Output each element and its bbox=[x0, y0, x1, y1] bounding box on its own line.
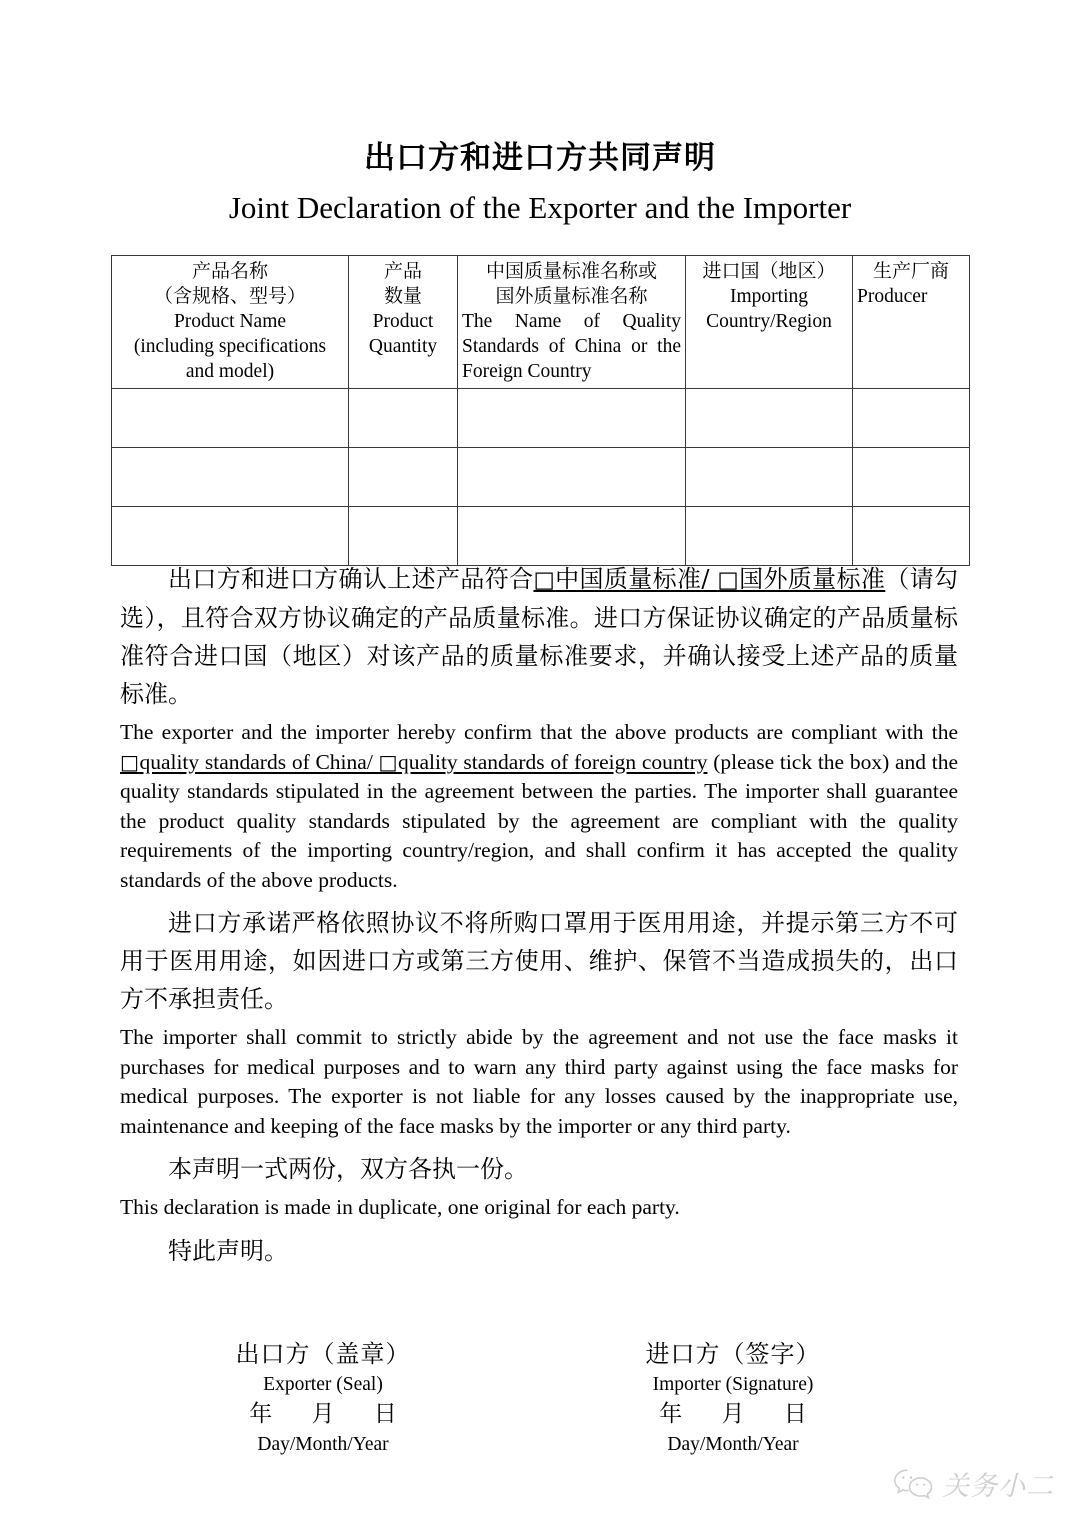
header-en-line: Product bbox=[372, 311, 434, 332]
header-cn-line: 生产厂商 bbox=[872, 260, 949, 282]
watermark bbox=[893, 1468, 1054, 1506]
p1-en-option-foreign: quality standards of foreign country bbox=[397, 749, 708, 774]
cell-product-name[interactable] bbox=[112, 389, 349, 448]
table-row[interactable] bbox=[112, 448, 970, 507]
header-cn-line: （含规格、型号） bbox=[153, 285, 306, 307]
cell-importing-country[interactable] bbox=[686, 507, 853, 566]
signature-block bbox=[0, 1338, 1080, 1478]
p1-cn-underlined-options bbox=[533, 565, 885, 593]
header-cell-product-name bbox=[112, 256, 349, 389]
header-cn-line: 产品名称 bbox=[191, 260, 268, 282]
p1-cn-option-foreign: 国外质量标准 bbox=[739, 565, 886, 593]
exporter-label-chinese: 出口方（盖章） bbox=[235, 1340, 411, 1368]
p1-en-option-china: quality standards of China/ bbox=[139, 749, 379, 774]
page-title-english: Joint Declaration of the Exporter and the Importer bbox=[228, 190, 852, 225]
cell-producer[interactable] bbox=[853, 389, 970, 448]
importer-label-english: Importer (Signature) bbox=[652, 1374, 814, 1395]
header-en-line: Importing bbox=[730, 286, 808, 307]
header-en-line: Country/Region bbox=[706, 311, 832, 332]
header-cell-product-quantity bbox=[349, 256, 458, 389]
header-cn-line: 进口国（地区） bbox=[702, 260, 836, 282]
header-cell-importing-country bbox=[686, 256, 853, 389]
table-row[interactable] bbox=[112, 507, 970, 566]
cell-producer[interactable] bbox=[853, 507, 970, 566]
cell-product-quantity[interactable] bbox=[349, 389, 458, 448]
p1-cn-lead: 出口方和进口方确认上述产品符合 bbox=[168, 565, 534, 593]
checkbox-foreign-standard-en[interactable]: □ bbox=[378, 749, 398, 774]
p1-cn-rest: （请勾选），且符合双方协议确定的产品质量标准。进口方保证协议确定的产品质量标准符合进口国（地区）对该产品的质量标准要求，并确认接受上述产品的质量标准。 bbox=[120, 565, 958, 708]
product-table-wrapper bbox=[111, 255, 969, 566]
spacer bbox=[120, 1141, 958, 1150]
paragraph-2-english: The importer shall commit to strictly abide by the agreement and not use the face masks it purchases for medical purposes and to warn any third party against using the face masks for medical purposes. The exporter is not liable for any losses caused by the inappropriate use, maintenance and keeping of the face masks by the importer or any third party. bbox=[120, 1025, 958, 1138]
p1-en-lead: The exporter and the importer hereby confirm that the above products are compliant with the bbox=[120, 720, 958, 744]
table-header-row bbox=[112, 256, 970, 389]
header-cn-line: 中国质量标准名称或 bbox=[485, 260, 657, 282]
cell-product-name[interactable] bbox=[112, 507, 349, 566]
paragraph-3-english: This declaration is made in duplicate, one original for each party. bbox=[120, 1195, 680, 1219]
header-cn-line: 数量 bbox=[383, 285, 422, 307]
importer-date-english: Day/Month/Year bbox=[667, 1434, 799, 1455]
cell-product-quantity[interactable] bbox=[349, 507, 458, 566]
p1-cn-option-china: 中国质量标准/ bbox=[555, 565, 718, 593]
cell-quality-standard-name[interactable] bbox=[458, 448, 686, 507]
table-row[interactable] bbox=[112, 389, 970, 448]
header-en-line: (including specifications bbox=[133, 336, 327, 357]
spacer bbox=[120, 895, 958, 904]
p1-en-underlined-options bbox=[120, 750, 708, 774]
paragraph-3-chinese: 本声明一式两份，双方各执一份。 bbox=[168, 1155, 528, 1183]
cell-importing-country[interactable] bbox=[686, 389, 853, 448]
importer-date-chinese[interactable]: 年 月 日 bbox=[659, 1401, 823, 1427]
checkbox-foreign-standard-cn[interactable]: □ bbox=[717, 567, 740, 593]
cell-product-quantity[interactable] bbox=[349, 448, 458, 507]
wechat-icon bbox=[893, 1468, 933, 1506]
page-title-chinese: 出口方和进口方共同声明 bbox=[364, 140, 716, 176]
exporter-date-english: Day/Month/Year bbox=[257, 1434, 389, 1455]
header-cell-quality-standard-name bbox=[458, 256, 686, 389]
header-en-line: The Name of Quality Standards of China or the Foreign Country bbox=[462, 311, 681, 382]
paragraph-4-chinese: 特此声明。 bbox=[168, 1236, 288, 1265]
cell-quality-standard-name[interactable] bbox=[458, 389, 686, 448]
checkbox-china-standard-cn[interactable]: □ bbox=[533, 567, 556, 593]
header-cn-line: 国外质量标准名称 bbox=[495, 285, 648, 307]
header-en-line: Producer bbox=[857, 286, 928, 307]
header-en-line: Product Name bbox=[173, 311, 287, 332]
cell-quality-standard-name[interactable] bbox=[458, 507, 686, 566]
p1-en-rest: (please tick the box) and the quality standards stipulated in the agreement between the parties. The importer shall guarantee the product quality standards stipulated by the agreement are compliant with the quality requirements of the importing country/region, and shall confirm it has accepted the quality standards of the above products. bbox=[120, 749, 959, 892]
importer-label-chinese: 进口方（签字） bbox=[645, 1340, 821, 1368]
header-en-line: Quantity bbox=[368, 336, 438, 357]
paragraph-1-english bbox=[120, 718, 958, 895]
header-cell-producer bbox=[853, 256, 970, 389]
document-body bbox=[120, 560, 958, 1270]
cell-product-name[interactable] bbox=[112, 448, 349, 507]
spacer bbox=[120, 1223, 958, 1232]
header-en-line: and model) bbox=[185, 361, 275, 382]
signature-column-importer bbox=[568, 1338, 898, 1458]
cell-importing-country[interactable] bbox=[686, 448, 853, 507]
paragraph-1-chinese bbox=[120, 560, 958, 713]
product-declaration-table bbox=[111, 255, 970, 566]
paragraph-2-chinese: 进口方承诺严格依照协议不将所购口罩用于医用用途，并提示第三方不可用于医用用途，如因进口方或第三方使用、维护、保管不当造成损失的，出口方不承担责任。 bbox=[120, 909, 958, 1013]
header-cn-line: 产品 bbox=[383, 260, 422, 282]
checkbox-china-standard-en[interactable]: □ bbox=[120, 749, 140, 774]
signature-column-exporter bbox=[158, 1338, 488, 1458]
exporter-date-chinese[interactable]: 年 月 日 bbox=[249, 1401, 413, 1427]
cell-producer[interactable] bbox=[853, 448, 970, 507]
exporter-label-english: Exporter (Seal) bbox=[263, 1374, 383, 1395]
watermark-text: 关务小二 bbox=[942, 1471, 1054, 1502]
